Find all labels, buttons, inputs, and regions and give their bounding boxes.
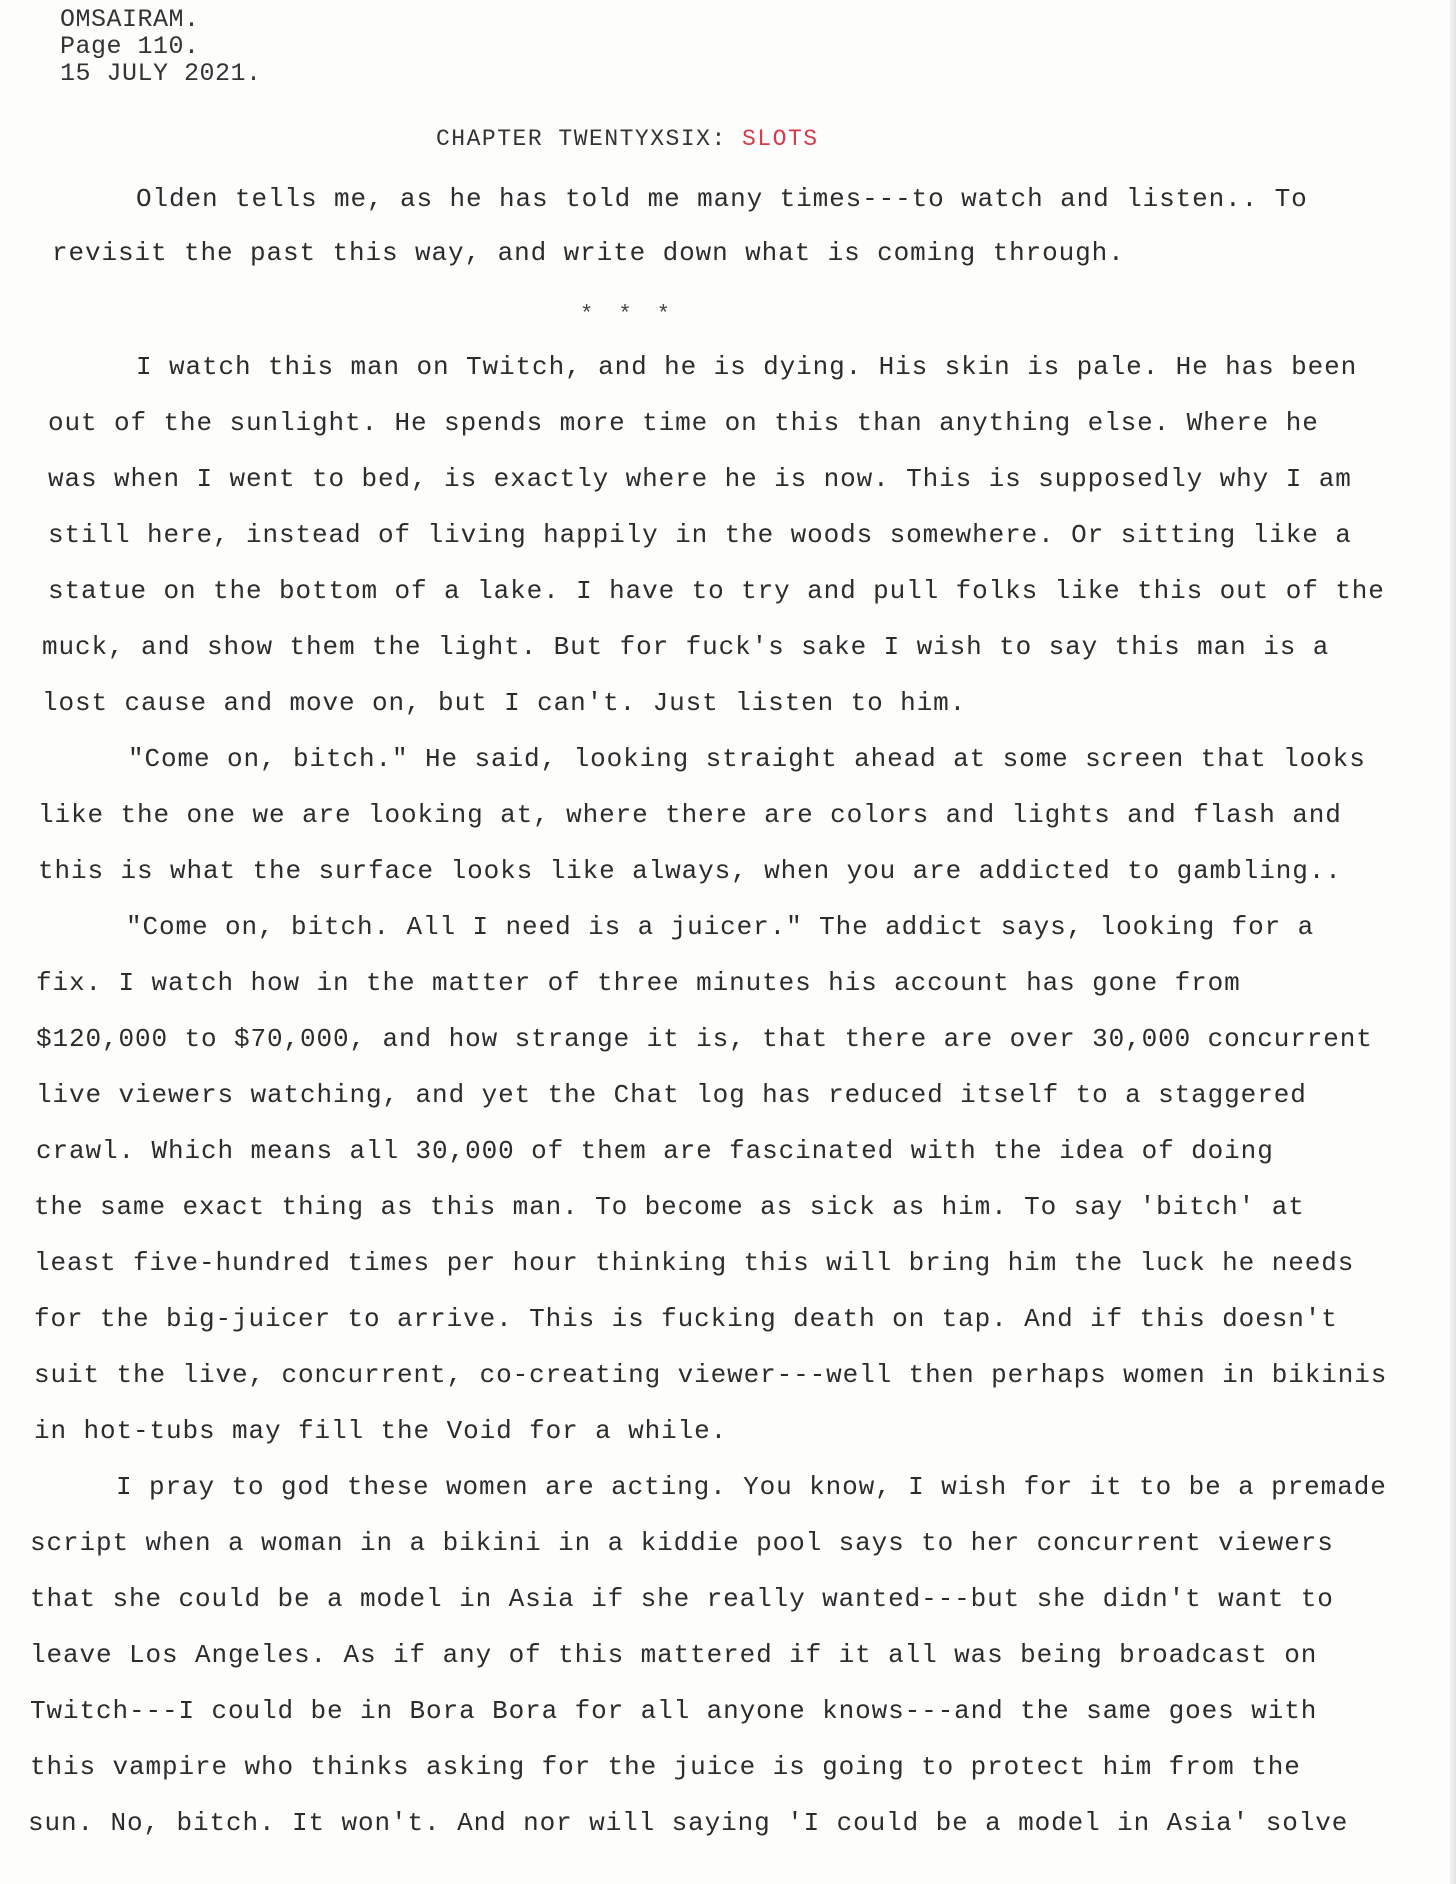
chapter-number: CHAPTER TWENTYXSIX: (436, 126, 743, 152)
body-line-19: least five-hundred times per hour thinking this will bring him the luck he needs (34, 1248, 1355, 1278)
chapter-title: SLOTS (742, 126, 819, 152)
body-line-10: "Come on, bitch." He said, looking straight ahead at some screen that looks (128, 744, 1366, 774)
body-line-18: the same exact thing as this man. To become as sick as him. To say 'bitch' at (34, 1192, 1305, 1222)
body-line-26: leave Los Angeles. As if any of this mattered if it all was being broadcast on (30, 1640, 1318, 1670)
header-line-3: 15 JULY 2021. (60, 59, 262, 88)
body-line-11: like the one we are looking at, where there are colors and lights and flash and (38, 800, 1342, 830)
body-line-15: $120,000 to $70,000, and how strange it is, that there are over 30,000 concurrent (36, 1024, 1373, 1054)
body-line-23: I pray to god these women are acting. You know, I wish for it to be a premade (116, 1472, 1387, 1502)
body-line-14: fix. I watch how in the matter of three minutes his account has gone from (36, 968, 1241, 998)
body-line-4: out of the sunlight. He spends more time on this than anything else. Where he (48, 408, 1319, 438)
body-line-17: crawl. Which means all 30,000 of them are fascinated with the idea of doing (36, 1136, 1274, 1166)
body-line-20: for the big-juicer to arrive. This is fucking death on tap. And if this doesn't (34, 1304, 1338, 1334)
body-line-7: statue on the bottom of a lake. I have to try and pull folks like this out of the (48, 576, 1385, 606)
page-edge (1450, 0, 1456, 1884)
header-line-2: Page 110. (60, 32, 200, 61)
body-line-28: this vampire who thinks asking for the juice is going to protect him from the (30, 1752, 1301, 1782)
body-line-1: Olden tells me, as he has told me many times---to watch and listen.. To (136, 184, 1308, 214)
body-line-9: lost cause and move on, but I can't. Just listen to him. (42, 688, 967, 718)
body-line-2: revisit the past this way, and write down what is coming through. (52, 238, 1125, 268)
body-line-16: live viewers watching, and yet the Chat log has reduced itself to a staggered (36, 1080, 1307, 1110)
chapter-heading (436, 126, 819, 152)
body-line-8: muck, and show them the light. But for fuck's sake I wish to say this man is a (42, 632, 1330, 662)
body-line-5: was when I went to bed, is exactly where he is now. This is supposedly why I am (48, 464, 1352, 494)
page-header (60, 6, 262, 87)
body-line-22: in hot-tubs may fill the Void for a while. (34, 1416, 728, 1446)
section-separator: * * * (580, 302, 677, 327)
body-line-3: I watch this man on Twitch, and he is dying. His skin is pale. He has been (136, 352, 1358, 382)
body-line-27: Twitch---I could be in Bora Bora for all anyone knows---and the same goes with (30, 1696, 1318, 1726)
body-line-24: script when a woman in a bikini in a kiddie pool says to her concurrent viewers (30, 1528, 1334, 1558)
body-line-13: "Come on, bitch. All I need is a juicer." The addict says, looking for a (126, 912, 1315, 942)
body-line-29: sun. No, bitch. It won't. And nor will saying 'I could be a model in Asia' solve (28, 1808, 1349, 1838)
header-line-1: OMSAIRAM. (60, 5, 200, 34)
body-line-12: this is what the surface looks like always, when you are addicted to gambling.. (38, 856, 1342, 886)
body-line-25: that she could be a model in Asia if she really wanted---but she didn't want to (30, 1584, 1334, 1614)
body-line-21: suit the live, concurrent, co-creating viewer---well then perhaps women in bikinis (34, 1360, 1388, 1390)
body-line-6: still here, instead of living happily in the woods somewhere. Or sitting like a (48, 520, 1352, 550)
